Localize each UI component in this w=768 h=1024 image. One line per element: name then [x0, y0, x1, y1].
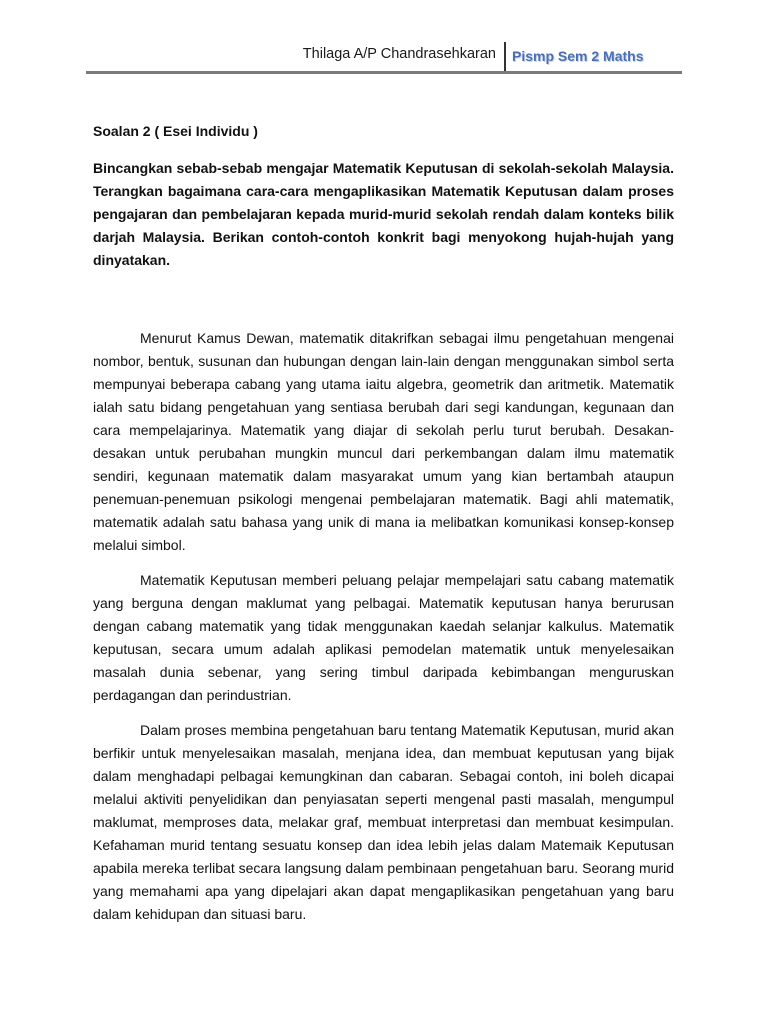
course-label: Pismp Sem 2 Maths [512, 48, 644, 64]
question-text: Bincangkan sebab-sebab mengajar Matematik Keputusan di sekolah-sekolah Malaysia. Terangkan bagaimana cara-cara mengaplikasikan Matematik Keputusan dalam proses pengajaran dan pembelajaran kepada murid-murid sekolah rendah dalam konteks bilik darjah Malaysia. Berikan contoh-contoh konkrit bagi menyokong hujah-hujah yang dinyatakan. [93, 160, 674, 268]
header-divider [504, 42, 506, 74]
section-title: Soalan 2 ( Esei Individu ) [93, 123, 258, 139]
page-header [86, 40, 682, 70]
paragraph: Matematik Keputusan memberi peluang pelajar mempelajari satu cabang matematik yang berguna dengan maklumat yang pelbagai. Matematik keputusan hanya berurusan dengan cabang matematik yang tidak menggunakan kaedah selanjar kalkulus. Matematik keputusan, secara umum adalah aplikasi pemodelan matematik untuk menyelesaikan masalah dunia sebenar, yang sering timbul daripada kebimbangan menguruskan perdagangan dan perindustrian. [93, 572, 674, 703]
header-rule [86, 71, 682, 74]
document-body [93, 122, 674, 938]
author-name: Thilaga A/P Chandrasehkaran [302, 46, 496, 62]
paragraph: Menurut Kamus Dewan, matematik ditakrifkan sebagai ilmu pengetahuan mengenai nombor, bentuk, susunan dan hubungan dengan lain-lain dengan menggunakan simbol serta mempunyai beberapa cabang yang utama iaitu algebra, geometrik dan aritmetik. Matematik ialah satu bidang pengetahuan yang sentiasa berubah dari segi kandungan, kegunaan dan cara mempelajarinya. Matematik yang diajar di sekolah perlu turut berubah. Desakan-desakan untuk perubahan mungkin muncul dari perkembangan dalam ilmu matematik sendiri, kegunaan matematik dalam masyarakat umum yang kian bertambah ataupun penemuan-penemuan psikologi mengenai pembelajaran matematik. Bagi ahli matematik, matematik adalah satu bahasa yang unik di mana ia melibatkan komunikasi konsep-konsep melalui simbol. [93, 330, 674, 553]
paragraph: Dalam proses membina pengetahuan baru tentang Matematik Keputusan, murid akan berfikir untuk menyelesaikan masalah, menjana idea, dan membuat keputusan yang bijak dalam menghadapi pelbagai kemungkinan dan cabaran. Sebagai contoh, ini boleh dicapai melalui aktiviti penyelidikan dan penyiasatan seperti mengenal pasti masalah, mengumpul maklumat, memproses data, melakar graf, membuat interpretasi dan membuat kesimpulan. Kefahaman murid tentang sesuatu konsep dan idea lebih jelas dalam Matemaik Keputusan apabila mereka terlibat secara langsung dalam pembinaan pengetahuan baru. Seorang murid yang memahami apa yang dipelajari akan dapat mengaplikasikan pengetahuan yang baru dalam kehidupan dan situasi baru. [93, 722, 674, 922]
